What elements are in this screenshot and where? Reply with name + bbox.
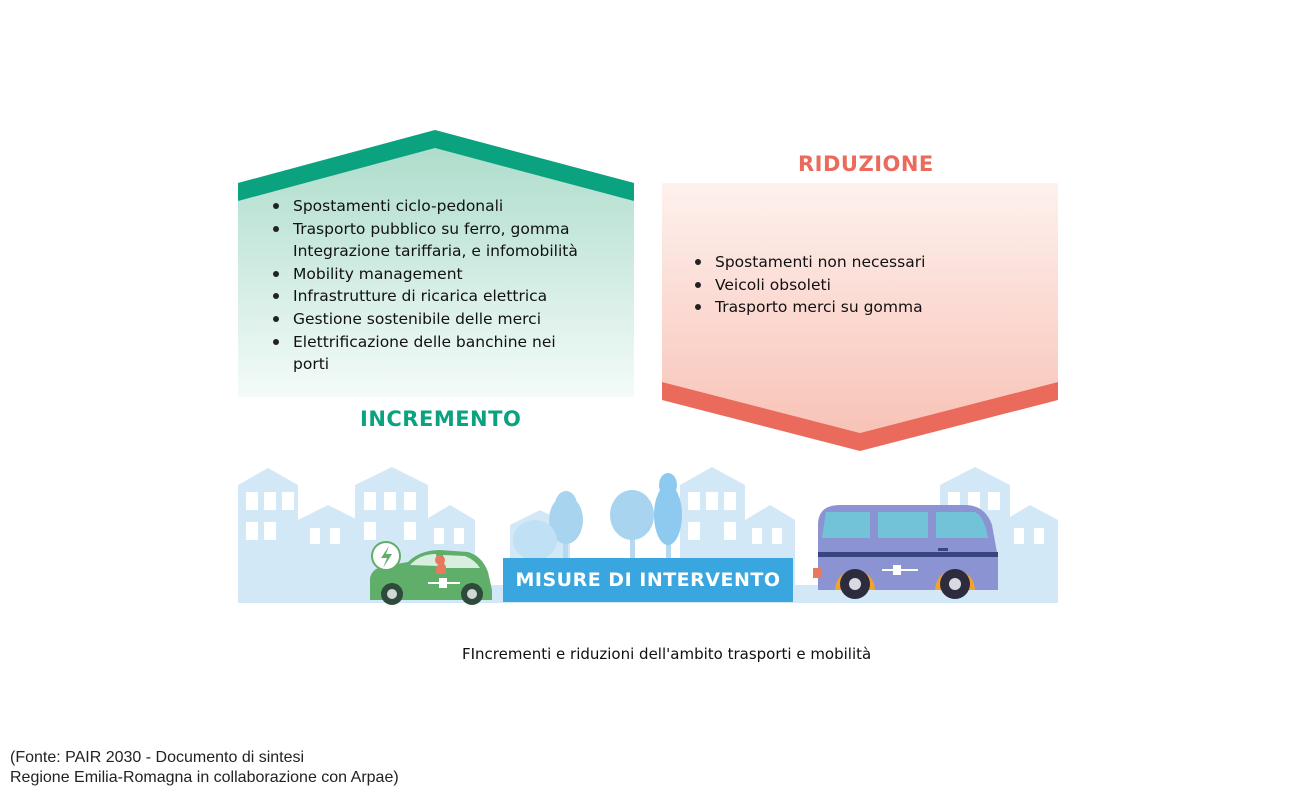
list-item: Veicoli obsoleti <box>660 274 1040 297</box>
lightning-icon <box>372 542 400 570</box>
incremento-title: INCREMENTO <box>360 407 522 431</box>
riduzione-title: RIDUZIONE <box>798 152 934 176</box>
list-item: Mobility management <box>238 263 588 286</box>
list-item: Elettrificazione delle banchine nei porti <box>238 331 588 376</box>
misure-di-intervento-label: MISURE DI INTERVENTO <box>503 558 793 602</box>
source-line: Regione Emilia-Romagna in collaborazione con Arpae) <box>10 769 399 786</box>
incremento-list <box>238 195 588 376</box>
list-item: Infrastrutture di ricarica elettrica <box>238 285 588 308</box>
list-item: Spostamenti ciclo-pedonali <box>238 195 588 218</box>
tree-icon <box>513 491 583 560</box>
list-item: Trasporto pubblico su ferro, gomma Integrazione tariffaria, e infomobilità <box>238 218 588 263</box>
electric-van-icon <box>813 505 998 599</box>
list-item: Trasporto merci su gomma <box>660 296 1040 319</box>
source-note <box>10 748 399 788</box>
riduzione-list <box>660 251 1040 319</box>
figure-caption: FIncrementi e riduzioni dell'ambito trasporti e mobilità <box>462 645 872 663</box>
tree-icon <box>610 473 682 560</box>
list-item: Gestione sostenibile delle merci <box>238 308 588 331</box>
list-item: Spostamenti non necessari <box>660 251 1040 274</box>
source-line: (Fonte: PAIR 2030 - Documento di sintesi <box>10 749 305 766</box>
